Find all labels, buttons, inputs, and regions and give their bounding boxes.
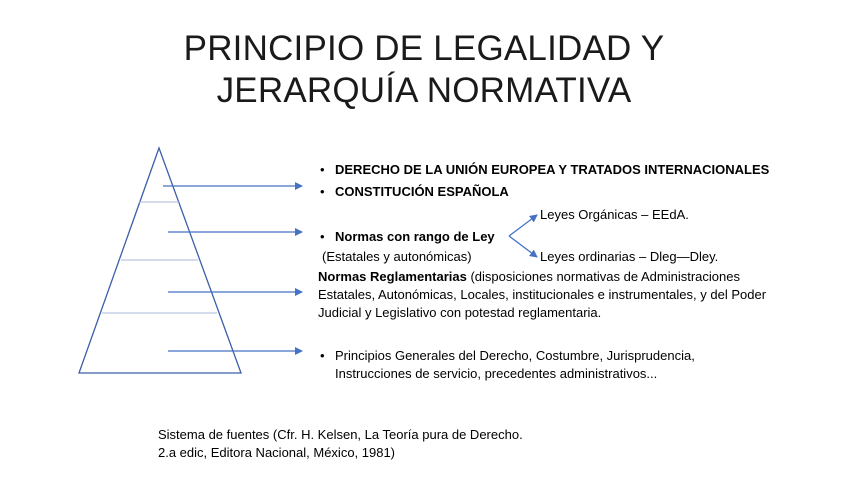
item-principios-line-1: Principios Generales del Derecho, Costumbre, Jurisprudencia,: [335, 348, 695, 363]
footer-line-1: Sistema de fuentes (Cfr. H. Kelsen, La Teoría pura de Derecho.: [158, 427, 523, 442]
reglamentarias-text: (disposiciones normativas de Administraciones Estatales, Autonómicas, Locales, institucionales e instrumentales, y del Poder Judicial y Legislativo con potestad reglamentaria.: [318, 269, 767, 320]
footer-citation: [158, 426, 523, 462]
bullet-3: •: [320, 229, 325, 244]
bullet-2: •: [320, 184, 325, 199]
title-line-1: PRINCIPIO DE LEGALIDAD Y: [183, 29, 665, 68]
item-normas-ley: Normas con rango de Ley: [335, 229, 495, 244]
title-line-2: JERARQUÍA NORMATIVA: [216, 71, 632, 110]
reglamentarias-title: Normas Reglamentarias: [318, 269, 467, 284]
bullet-1: •: [320, 162, 325, 177]
bullet-4: •: [320, 348, 325, 363]
paragraph-reglamentarias: [318, 268, 798, 322]
item-derecho-ue: DERECHO DE LA UNIÓN EUROPEA Y TRATADOS INTERNACIONALES: [335, 162, 770, 177]
item-normas-ley-sub: (Estatales y autonómicas): [322, 249, 472, 264]
branch-arrow-organicas: [509, 215, 537, 236]
item-leyes-ordinarias: Leyes ordinarias – Dleg—Dley.: [540, 249, 719, 264]
item-leyes-organicas: Leyes Orgánicas – EEdA.: [540, 207, 689, 222]
branch-arrow-ordinarias: [509, 236, 537, 257]
footer-line-2: 2.a edic, Editora Nacional, México, 1981): [158, 445, 396, 460]
item-principios-line-2: Instrucciones de servicio, precedentes administrativos...: [335, 366, 658, 381]
item-constitucion: CONSTITUCIÓN ESPAÑOLA: [335, 184, 509, 199]
